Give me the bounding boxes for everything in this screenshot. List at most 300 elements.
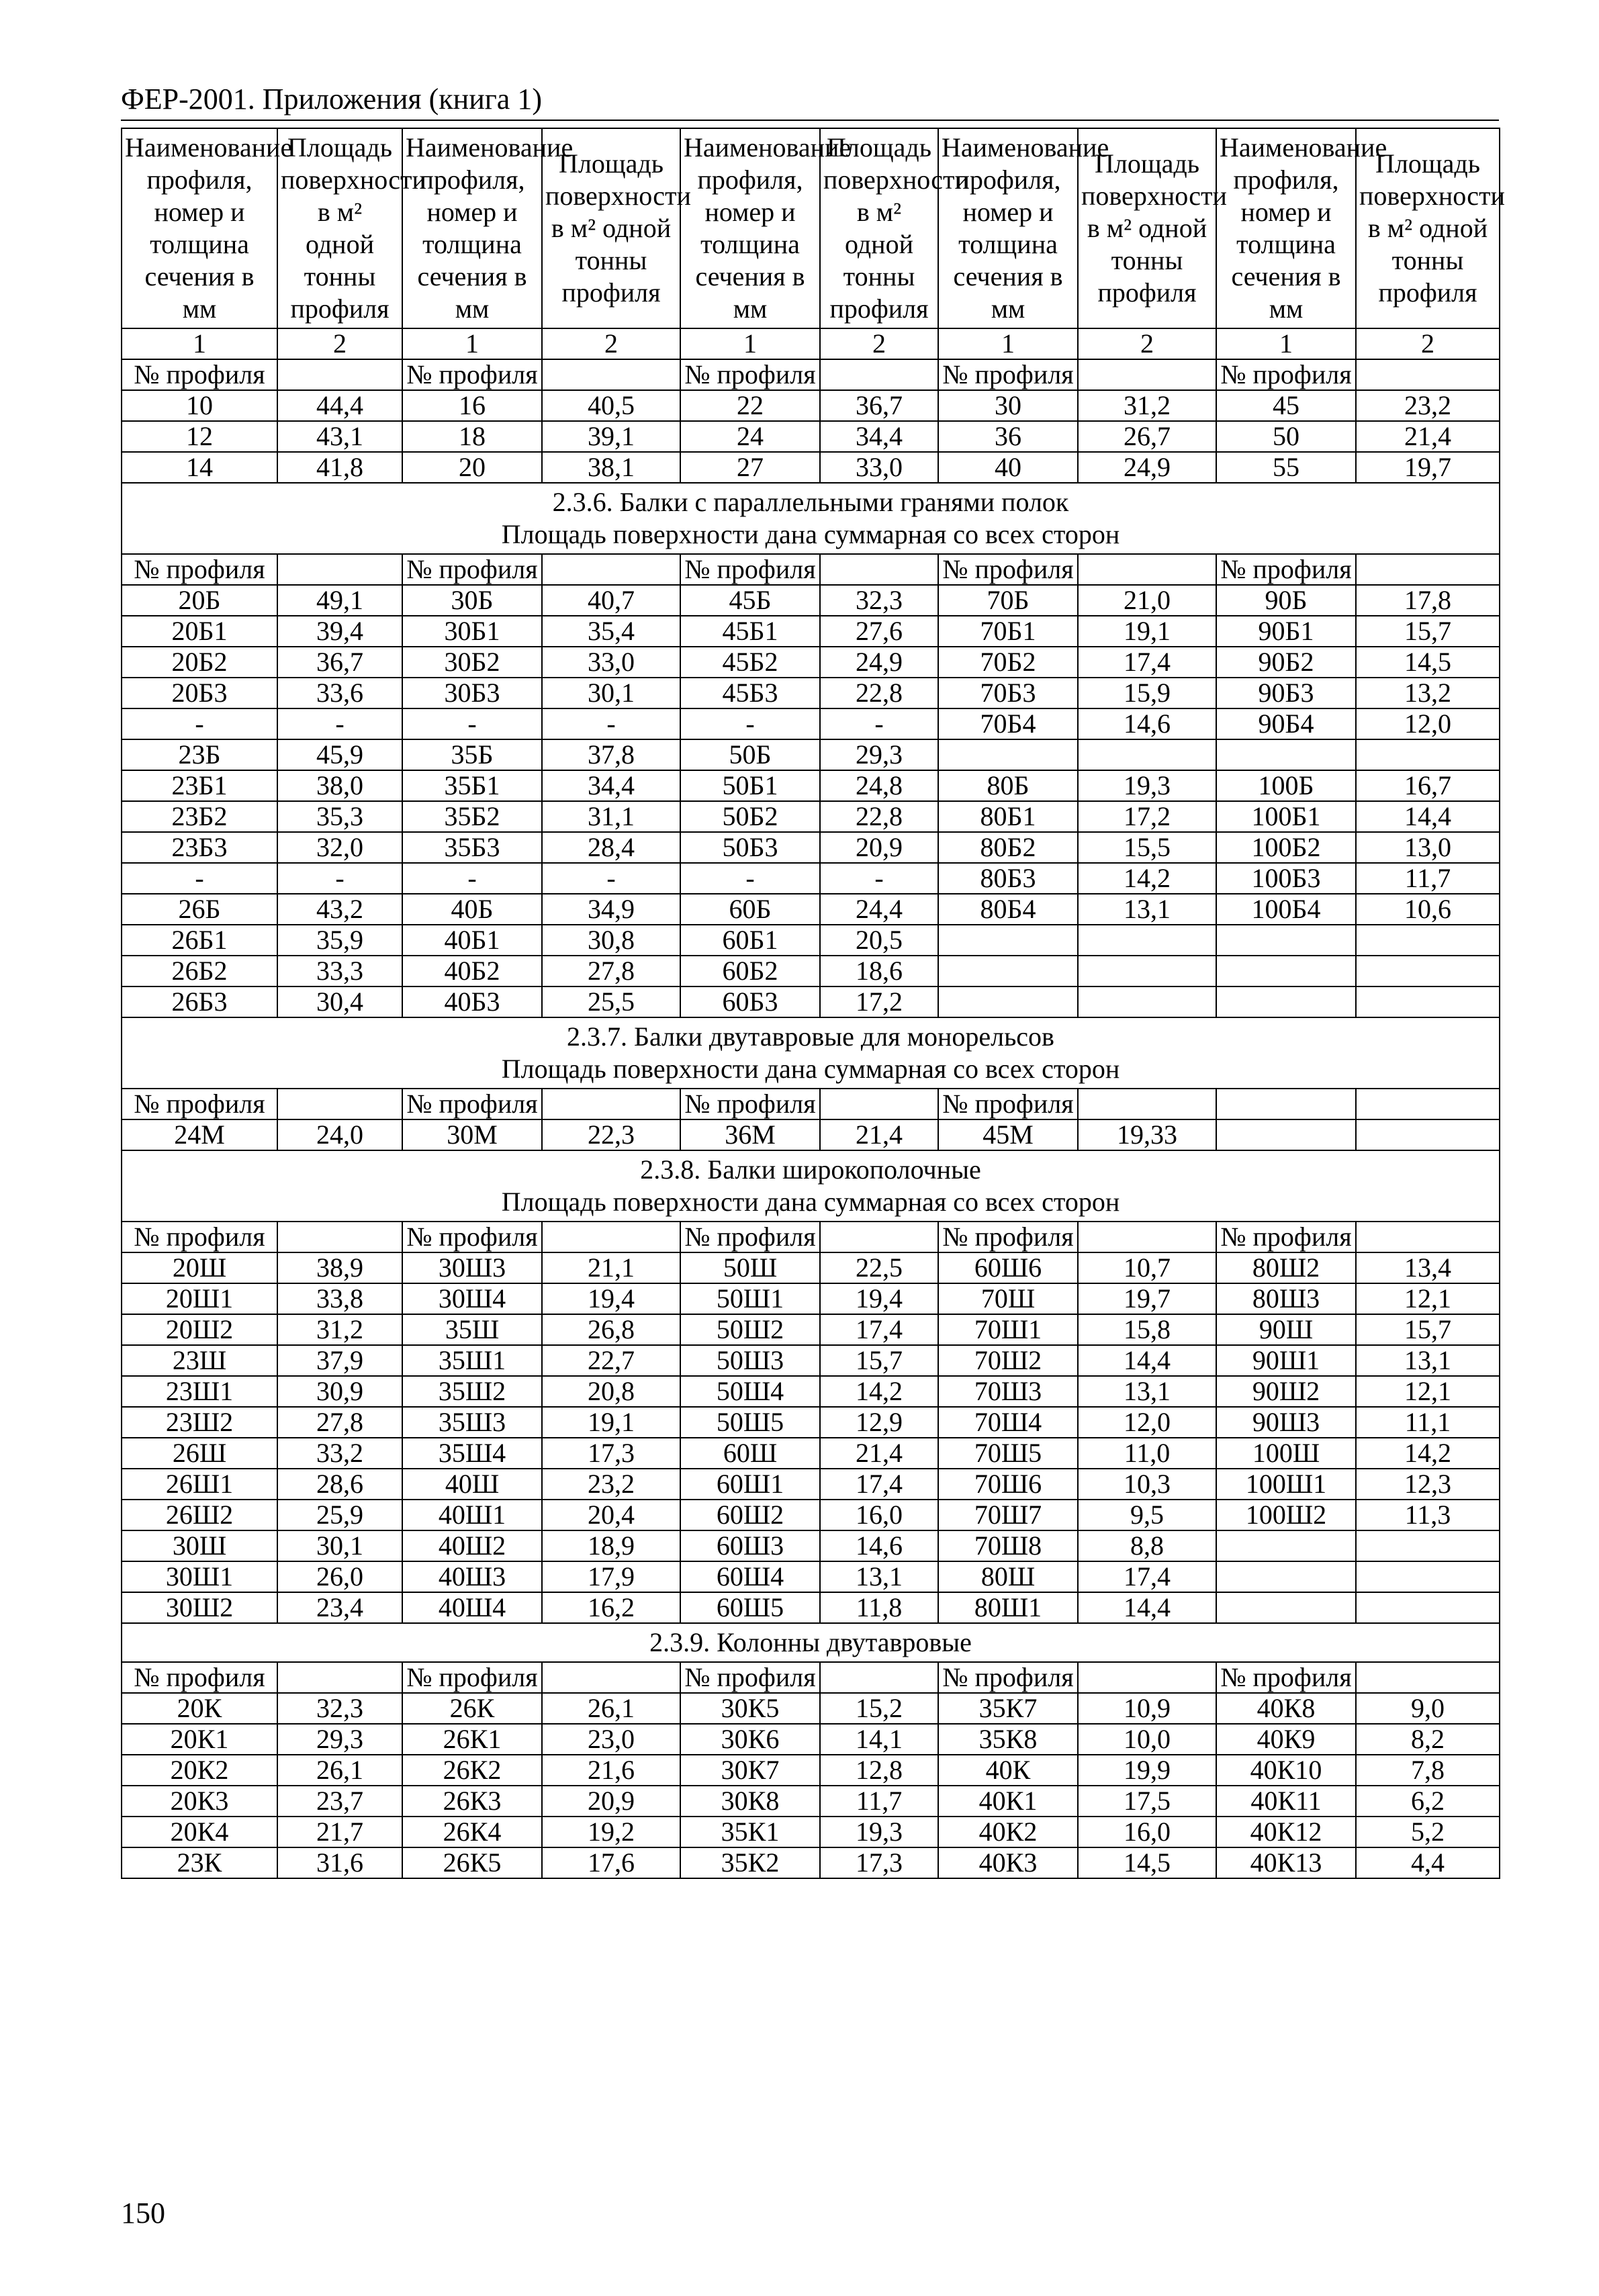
surface-area-cell: 23,2 (1356, 390, 1500, 421)
surface-area-cell: 25,5 (542, 986, 680, 1017)
surface-area-cell: - (820, 863, 938, 894)
profile-label-row (122, 554, 1500, 585)
column-header: Наименование профиля, номер и толщина сечения в мм (122, 128, 277, 328)
profile-number-cell: 50Б3 (680, 832, 820, 863)
surface-area-cell: 30,1 (542, 678, 680, 708)
profile-number-cell: 50 (1216, 421, 1356, 452)
profile-number-cell: 20Б3 (122, 678, 277, 708)
profile-number-cell: 35Ш1 (402, 1345, 542, 1376)
profile-number-cell: 30К7 (680, 1755, 820, 1786)
profile-number-cell (938, 739, 1078, 770)
surface-area-cell: 20,5 (820, 925, 938, 956)
surface-area-cell: 34,9 (542, 894, 680, 925)
profile-number-cell: 60Б (680, 894, 820, 925)
surface-area-cell: 8,8 (1078, 1530, 1216, 1561)
surface-area-cell: 33,8 (277, 1283, 402, 1314)
surface-area-cell (1356, 956, 1500, 986)
surface-area-cell: 43,2 (277, 894, 402, 925)
profile-label-row (122, 359, 1500, 390)
profile-number-cell: 26Б2 (122, 956, 277, 986)
profile-number-cell: 26К3 (402, 1786, 542, 1817)
profile-number-cell: - (680, 863, 820, 894)
column-number: 1 (938, 328, 1078, 359)
table-row (122, 1786, 1500, 1817)
surface-area-cell: 16,0 (820, 1500, 938, 1530)
profile-number-cell: 40К (938, 1755, 1078, 1786)
profile-label-row (122, 1662, 1500, 1693)
surface-area-cell: 24,0 (277, 1119, 402, 1150)
profile-number-cell: 23Ш2 (122, 1407, 277, 1438)
table-row (122, 894, 1500, 925)
profile-number-cell: 30Ш (122, 1530, 277, 1561)
surface-area-cell: 12,0 (1356, 708, 1500, 739)
surface-area-cell: 40,5 (542, 390, 680, 421)
surface-area-cell: 31,1 (542, 801, 680, 832)
surface-area-cell: 13,2 (1356, 678, 1500, 708)
surface-area-cell: 26,7 (1078, 421, 1216, 452)
profile-number-cell: 23Б2 (122, 801, 277, 832)
profile-number-cell: 45Б (680, 585, 820, 616)
profile-label (1356, 359, 1500, 390)
surface-area-cell: 23,2 (542, 1469, 680, 1500)
profile-number-cell: 35Б3 (402, 832, 542, 863)
profile-number-cell: - (122, 708, 277, 739)
column-header: Наименование профиля, номер и толщина сечения в мм (938, 128, 1078, 328)
surface-area-cell: 30,1 (277, 1530, 402, 1561)
surface-area-cell: 19,1 (542, 1407, 680, 1438)
surface-area-cell: 35,3 (277, 801, 402, 832)
surface-area-cell: 25,9 (277, 1500, 402, 1530)
surface-area-cell: 16,0 (1078, 1817, 1216, 1847)
surface-area-cell: 12,9 (820, 1407, 938, 1438)
surface-area-cell: 16,2 (542, 1592, 680, 1623)
column-header-row (122, 128, 1500, 328)
surface-area-cell: 22,8 (820, 801, 938, 832)
surface-area-cell: 14,6 (1078, 708, 1216, 739)
profile-label (820, 359, 938, 390)
profile-number-cell (938, 956, 1078, 986)
surface-area-cell: 14,6 (820, 1530, 938, 1561)
profile-number-cell: 70Ш1 (938, 1314, 1078, 1345)
column-header: Наименование профиля, номер и толщина сечения в мм (402, 128, 542, 328)
profile-label (542, 359, 680, 390)
surface-area-cell: 16,7 (1356, 770, 1500, 801)
surface-area-cell: 14,5 (1078, 1847, 1216, 1878)
profile-number-cell: 40К11 (1216, 1786, 1356, 1817)
profile-label: № профиля (122, 1089, 277, 1119)
table-row (122, 452, 1500, 483)
profile-number-cell: 40Б (402, 894, 542, 925)
surface-area-cell: 34,4 (820, 421, 938, 452)
profile-label (277, 1222, 402, 1252)
profile-number-cell: 26Б1 (122, 925, 277, 956)
column-number: 1 (680, 328, 820, 359)
page-number: 150 (121, 2197, 165, 2230)
table-row (122, 986, 1500, 1017)
profile-number-cell: 80Б4 (938, 894, 1078, 925)
profile-number-cell: 26Ш1 (122, 1469, 277, 1500)
surface-area-cell: 14,4 (1078, 1592, 1216, 1623)
profile-number-cell: 70Б3 (938, 678, 1078, 708)
surface-area-cell: 6,2 (1356, 1786, 1500, 1817)
surface-area-cell: 32,0 (277, 832, 402, 863)
surface-area-cell: 17,4 (820, 1469, 938, 1500)
column-header: Площадь поверхности в м² одной тонны профиля (542, 128, 680, 328)
surface-area-cell: 19,4 (820, 1283, 938, 1314)
column-number: 2 (542, 328, 680, 359)
surface-area-cell (1078, 925, 1216, 956)
surface-area-cell: 15,8 (1078, 1314, 1216, 1345)
profile-label (820, 1222, 938, 1252)
profile-label (1078, 359, 1216, 390)
profile-number-cell: 23К (122, 1847, 277, 1878)
section-title-row (122, 1623, 1500, 1662)
surface-area-cell (1078, 986, 1216, 1017)
profile-number-cell: 50Ш4 (680, 1376, 820, 1407)
section-title (122, 1623, 1500, 1662)
profile-number-cell (1216, 1530, 1356, 1561)
surface-area-cell: 26,0 (277, 1561, 402, 1592)
surface-area-cell: 7,8 (1356, 1755, 1500, 1786)
profile-number-cell: 60Ш1 (680, 1469, 820, 1500)
profile-number-cell: 80Ш2 (1216, 1252, 1356, 1283)
section-title-text: 2.3.7. Балки двутавровые для монорельсов (567, 1021, 1054, 1052)
profile-number-cell: 70Ш8 (938, 1530, 1078, 1561)
profile-number-cell: 35Б2 (402, 801, 542, 832)
surface-area-cell: 21,4 (1356, 421, 1500, 452)
profile-number-cell: 70Ш6 (938, 1469, 1078, 1500)
column-number: 1 (1216, 328, 1356, 359)
profile-number-cell: 60Ш4 (680, 1561, 820, 1592)
profile-label: № профиля (938, 554, 1078, 585)
surface-area-cell (1356, 986, 1500, 1017)
profile-number-cell: 40К1 (938, 1786, 1078, 1817)
profile-label (277, 359, 402, 390)
profile-number-cell: 80Ш1 (938, 1592, 1078, 1623)
profile-number-cell: 36 (938, 421, 1078, 452)
table-row (122, 678, 1500, 708)
surface-area-cell: 14,1 (820, 1724, 938, 1755)
profile-number-cell: 80Ш3 (1216, 1283, 1356, 1314)
surface-area-cell: 30,9 (277, 1376, 402, 1407)
surface-area-cell: 35,9 (277, 925, 402, 956)
profile-number-cell: 70Б (938, 585, 1078, 616)
profile-number-cell: 16 (402, 390, 542, 421)
profile-number-cell (1216, 739, 1356, 770)
surface-area-cell (1078, 739, 1216, 770)
section-title-text: 2.3.6. Балки с параллельными гранями полок (552, 487, 1069, 517)
surface-area-cell: 15,7 (1356, 1314, 1500, 1345)
profile-number-cell (938, 986, 1078, 1017)
profile-number-cell: 35Ш (402, 1314, 542, 1345)
profile-number-cell: 70Ш (938, 1283, 1078, 1314)
profile-number-cell: 40К12 (1216, 1817, 1356, 1847)
surface-area-cell: 13,1 (1078, 894, 1216, 925)
surface-area-cell: 9,0 (1356, 1693, 1500, 1724)
surface-area-cell: 13,1 (1078, 1376, 1216, 1407)
surface-area-cell: 40,7 (542, 585, 680, 616)
profile-number-cell: 100Ш1 (1216, 1469, 1356, 1500)
profile-label (1216, 1089, 1356, 1119)
profile-number-cell: 50Ш3 (680, 1345, 820, 1376)
surface-area-cell: 17,3 (820, 1847, 938, 1878)
profile-label: № профиля (680, 554, 820, 585)
column-number: 2 (1356, 328, 1500, 359)
profile-number-cell: 40Ш4 (402, 1592, 542, 1623)
surface-area-cell: 21,4 (820, 1438, 938, 1469)
surface-area-cell: - (277, 708, 402, 739)
profile-number-cell: 20Б2 (122, 647, 277, 678)
surface-area-cell: 38,0 (277, 770, 402, 801)
profile-label (820, 1662, 938, 1693)
profile-number-cell: 40Ш (402, 1469, 542, 1500)
section-title-row (122, 1017, 1500, 1089)
table-row (122, 1438, 1500, 1469)
table-row (122, 1847, 1500, 1878)
surface-area-cell: 36,7 (820, 390, 938, 421)
profile-number-cell (938, 925, 1078, 956)
surface-area-cell: 33,2 (277, 1438, 402, 1469)
surface-area-cell: 15,2 (820, 1693, 938, 1724)
table-row (122, 1817, 1500, 1847)
surface-area-cell: 4,4 (1356, 1847, 1500, 1878)
profile-number-cell (1216, 1561, 1356, 1592)
profile-number-cell: 20К4 (122, 1817, 277, 1847)
surface-area-cell: 44,4 (277, 390, 402, 421)
table-row (122, 585, 1500, 616)
profile-number-cell: - (402, 863, 542, 894)
profile-number-cell (1216, 925, 1356, 956)
profile-number-cell: 35Ш3 (402, 1407, 542, 1438)
profile-number-cell: 90Ш3 (1216, 1407, 1356, 1438)
profile-number-cell: 30 (938, 390, 1078, 421)
surface-area-cell: 13,4 (1356, 1252, 1500, 1283)
profile-number-cell: 26К4 (402, 1817, 542, 1847)
profile-number-cell: 90Ш2 (1216, 1376, 1356, 1407)
profile-label: № профиля (1216, 554, 1356, 585)
profile-number-cell: 30Б1 (402, 616, 542, 647)
table-row (122, 925, 1500, 956)
surface-area-cell: 31,6 (277, 1847, 402, 1878)
surface-area-cell: 15,7 (1356, 616, 1500, 647)
profile-number-cell: 80Б2 (938, 832, 1078, 863)
profile-number-cell: 26К1 (402, 1724, 542, 1755)
profile-number-cell: 70Б2 (938, 647, 1078, 678)
profile-number-cell: 20К1 (122, 1724, 277, 1755)
surface-area-cell: 41,8 (277, 452, 402, 483)
surface-area-cell: 17,6 (542, 1847, 680, 1878)
profile-number-cell: - (680, 708, 820, 739)
profile-number-cell: 90Б2 (1216, 647, 1356, 678)
profile-label (1356, 1662, 1500, 1693)
surface-area-cell: 39,1 (542, 421, 680, 452)
profile-number-cell: 40К9 (1216, 1724, 1356, 1755)
profile-number-cell: 35К2 (680, 1847, 820, 1878)
table-row (122, 956, 1500, 986)
profile-surface-table (121, 128, 1505, 1879)
profile-number-cell: 70Ш2 (938, 1345, 1078, 1376)
surface-area-cell: 20,8 (542, 1376, 680, 1407)
surface-area-cell: 20,9 (820, 832, 938, 863)
profile-label-row (122, 1222, 1500, 1252)
surface-area-cell (1078, 956, 1216, 986)
surface-area-cell: 20,9 (542, 1786, 680, 1817)
profile-number-cell: 20Б (122, 585, 277, 616)
profile-number-cell (1216, 956, 1356, 986)
surface-area-cell: 19,4 (542, 1283, 680, 1314)
surface-area-cell: 13,1 (1356, 1345, 1500, 1376)
surface-area-cell: 19,1 (1078, 616, 1216, 647)
profile-number-cell: 80Б3 (938, 863, 1078, 894)
surface-area-cell: 15,5 (1078, 832, 1216, 863)
profile-number-cell: 40К3 (938, 1847, 1078, 1878)
table-row (122, 647, 1500, 678)
surface-area-cell: 22,8 (820, 678, 938, 708)
profile-number-cell: 40Б2 (402, 956, 542, 986)
profile-number-cell: 90Б4 (1216, 708, 1356, 739)
surface-area-cell (1356, 1119, 1500, 1150)
profile-label (1356, 1089, 1500, 1119)
table-row (122, 1755, 1500, 1786)
surface-area-cell: 27,6 (820, 616, 938, 647)
profile-number-cell: 70Б1 (938, 616, 1078, 647)
surface-area-cell (1356, 1592, 1500, 1623)
profile-number-cell: 100Б3 (1216, 863, 1356, 894)
table-row (122, 1376, 1500, 1407)
profile-label: № профиля (680, 359, 820, 390)
surface-area-cell: 10,6 (1356, 894, 1500, 925)
surface-area-cell: 32,3 (820, 585, 938, 616)
surface-area-cell: 13,1 (820, 1561, 938, 1592)
profile-label: № профиля (122, 554, 277, 585)
profile-number-cell: 35К7 (938, 1693, 1078, 1724)
surface-area-cell: 36,7 (277, 647, 402, 678)
profile-label: № профиля (402, 1222, 542, 1252)
profile-label: № профиля (1216, 359, 1356, 390)
profile-number-cell: 30Ш4 (402, 1283, 542, 1314)
surface-area-cell: 26,1 (277, 1755, 402, 1786)
surface-area-cell: 14,2 (1356, 1438, 1500, 1469)
surface-area-cell: 27,8 (277, 1407, 402, 1438)
profile-number-cell: 70Б4 (938, 708, 1078, 739)
profile-label: № профиля (938, 1662, 1078, 1693)
surface-area-cell: 22,5 (820, 1252, 938, 1283)
profile-number-cell: 35Ш4 (402, 1438, 542, 1469)
surface-area-cell: 14,2 (820, 1376, 938, 1407)
surface-area-cell: 22,7 (542, 1345, 680, 1376)
profile-number-cell: 60Ш5 (680, 1592, 820, 1623)
profile-number-cell: 50Ш2 (680, 1314, 820, 1345)
profile-number-cell: 23Ш1 (122, 1376, 277, 1407)
profile-number-cell: 90Ш (1216, 1314, 1356, 1345)
surface-area-cell: 29,3 (820, 739, 938, 770)
surface-area-cell: 19,33 (1078, 1119, 1216, 1150)
profile-number-cell: 23Б3 (122, 832, 277, 863)
table-row (122, 770, 1500, 801)
surface-area-cell: 33,0 (542, 647, 680, 678)
surface-area-cell: 26,1 (542, 1693, 680, 1724)
profile-number-cell: 30К8 (680, 1786, 820, 1817)
profile-label: № профиля (938, 359, 1078, 390)
surface-area-cell: 39,4 (277, 616, 402, 647)
table-row (122, 1314, 1500, 1345)
profile-number-cell (1216, 986, 1356, 1017)
surface-area-cell (1356, 1561, 1500, 1592)
profile-number-cell: 30Ш2 (122, 1592, 277, 1623)
surface-area-cell: 10,3 (1078, 1469, 1216, 1500)
section-title-row (122, 483, 1500, 554)
profile-number-cell: 26К (402, 1693, 542, 1724)
surface-area-cell: 14,4 (1356, 801, 1500, 832)
profile-number-cell: 50Ш (680, 1252, 820, 1283)
table-row (122, 1592, 1500, 1623)
surface-area-cell: 24,4 (820, 894, 938, 925)
profile-number-cell: 70Ш3 (938, 1376, 1078, 1407)
profile-number-cell: 26К5 (402, 1847, 542, 1878)
profile-number-cell: 26Б3 (122, 986, 277, 1017)
profile-number-cell: 55 (1216, 452, 1356, 483)
section-title-text: 2.3.9. Колонны двутавровые (649, 1627, 972, 1657)
section-title (122, 1017, 1500, 1089)
surface-area-cell: 35,4 (542, 616, 680, 647)
profile-label (1078, 1662, 1216, 1693)
surface-area-cell: 10,7 (1078, 1252, 1216, 1283)
surface-area-cell: 23,7 (277, 1786, 402, 1817)
profile-number-cell: 100Б (1216, 770, 1356, 801)
table-row (122, 801, 1500, 832)
profile-number-cell: 12 (122, 421, 277, 452)
profile-label: № профиля (1216, 1222, 1356, 1252)
surface-area-cell: 20,4 (542, 1500, 680, 1530)
profile-number-cell: 36М (680, 1119, 820, 1150)
profile-number-cell: 45Б1 (680, 616, 820, 647)
table-row (122, 390, 1500, 421)
column-header: Наименование профиля, номер и толщина сечения в мм (680, 128, 820, 328)
surface-area-cell: 19,3 (820, 1817, 938, 1847)
surface-area-cell: 26,8 (542, 1314, 680, 1345)
surface-area-cell: 18,6 (820, 956, 938, 986)
section-subtitle-text: Площадь поверхности дана суммарная со всех сторон (501, 519, 1120, 549)
profile-number-cell: 35Б (402, 739, 542, 770)
profile-number-cell: 30Ш1 (122, 1561, 277, 1592)
profile-number-cell: 20К2 (122, 1755, 277, 1786)
profile-number-cell: 80Ш (938, 1561, 1078, 1592)
surface-area-cell: 32,3 (277, 1693, 402, 1724)
surface-area-cell: 30,4 (277, 986, 402, 1017)
column-header: Площадь поверхности в м² одной тонны профиля (1356, 128, 1500, 328)
surface-area-cell: 10,9 (1078, 1693, 1216, 1724)
surface-area-cell: 15,9 (1078, 678, 1216, 708)
profile-number-cell: 50Ш5 (680, 1407, 820, 1438)
surface-area-cell: 24,9 (1078, 452, 1216, 483)
profile-number-cell: 22 (680, 390, 820, 421)
profile-number-cell: - (122, 863, 277, 894)
profile-number-cell: 50Б2 (680, 801, 820, 832)
surface-area-cell: 19,3 (1078, 770, 1216, 801)
surface-area-cell: 21,6 (542, 1755, 680, 1786)
profile-label: № профиля (122, 359, 277, 390)
profile-number-cell: 35Ш2 (402, 1376, 542, 1407)
profile-number-cell: 20 (402, 452, 542, 483)
surface-area-cell (1356, 739, 1500, 770)
surface-area-cell: 18,9 (542, 1530, 680, 1561)
surface-area-cell: 21,1 (542, 1252, 680, 1283)
surface-area-cell: 31,2 (1078, 390, 1216, 421)
profile-label: № профиля (680, 1662, 820, 1693)
surface-area-cell: 33,3 (277, 956, 402, 986)
profile-label (1078, 1089, 1216, 1119)
profile-number-cell: 60Б3 (680, 986, 820, 1017)
